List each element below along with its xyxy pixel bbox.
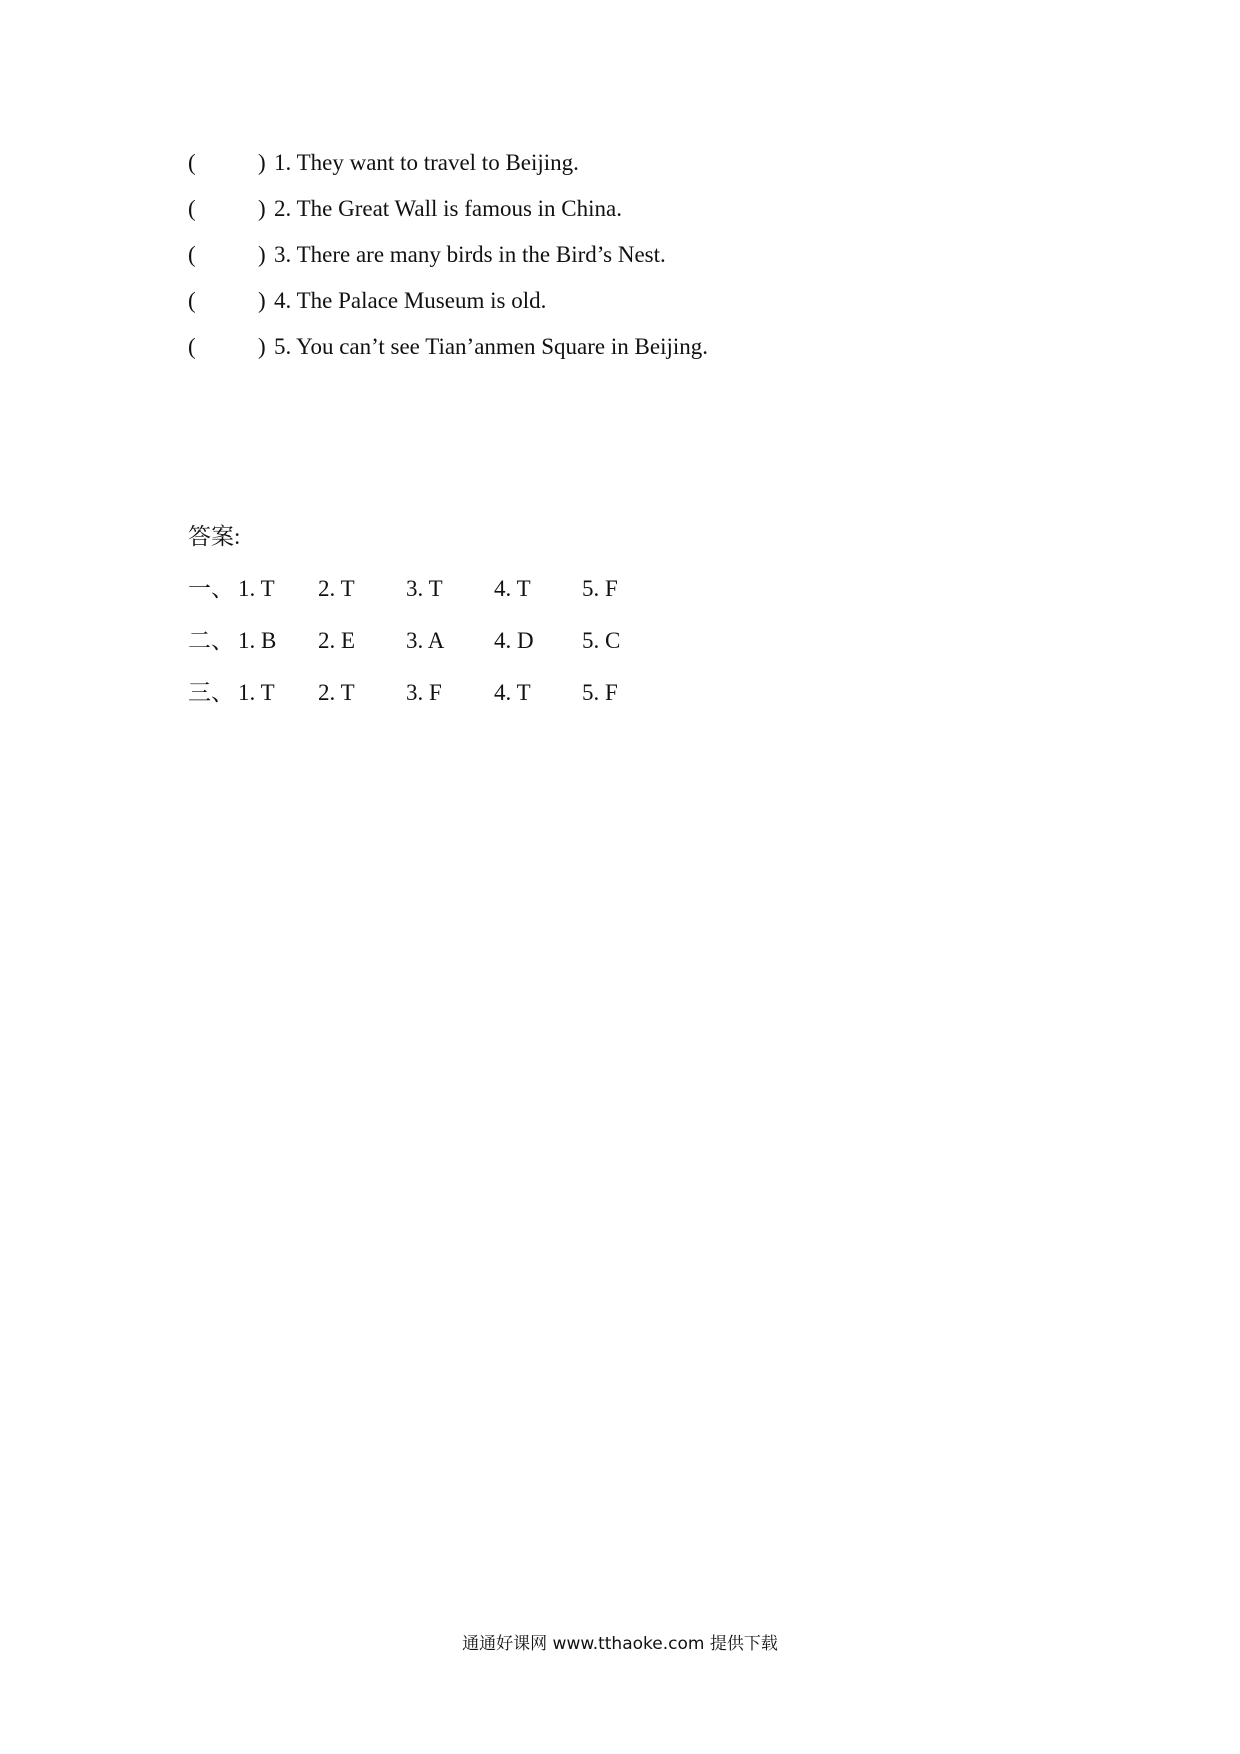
answer-blank-open: ( bbox=[188, 150, 196, 175]
answer-section-number: 一、 bbox=[188, 576, 234, 601]
answer-key bbox=[188, 522, 888, 730]
answer-blank-close: ) bbox=[258, 242, 266, 267]
question-item bbox=[188, 286, 1088, 332]
question-text: 2. The Great Wall is famous in China. bbox=[274, 196, 622, 221]
answer-item: 1. B bbox=[238, 628, 277, 653]
answer-item: 3. A bbox=[406, 628, 445, 653]
answer-item: 4. T bbox=[494, 576, 531, 601]
answer-item: 1. T bbox=[238, 680, 275, 705]
answer-blank-open: ( bbox=[188, 334, 196, 359]
answer-row bbox=[188, 626, 888, 678]
answer-blank-open: ( bbox=[188, 288, 196, 313]
question-item bbox=[188, 240, 1088, 286]
answer-item: 4. T bbox=[494, 680, 531, 705]
answer-blank-close: ) bbox=[258, 196, 266, 221]
answer-blank-close: ) bbox=[258, 334, 266, 359]
question-text: 5. You can’t see Tian’anmen Square in Beijing. bbox=[274, 334, 708, 359]
answer-item: 5. C bbox=[582, 628, 621, 653]
answer-item: 3. F bbox=[406, 680, 442, 705]
question-item bbox=[188, 332, 1088, 378]
answer-item: 2. T bbox=[318, 576, 355, 601]
answer-item: 5. F bbox=[582, 576, 618, 601]
page-footer: 通通好课网 www.tthaoke.com 提供下载 bbox=[462, 1634, 778, 1654]
answer-item: 2. E bbox=[318, 628, 356, 653]
answer-blank-open: ( bbox=[188, 196, 196, 221]
answer-blank-open: ( bbox=[188, 242, 196, 267]
answer-blank-close: ) bbox=[258, 150, 266, 175]
answer-section-number: 二、 bbox=[188, 628, 234, 653]
question-text: 3. There are many birds in the Bird’s Nest. bbox=[274, 242, 666, 267]
answer-blank-close: ) bbox=[258, 288, 266, 313]
answer-item: 4. D bbox=[494, 628, 534, 653]
question-text: 4. The Palace Museum is old. bbox=[274, 288, 547, 313]
answer-item: 3. T bbox=[406, 576, 443, 601]
answer-row bbox=[188, 574, 888, 626]
answer-section-number: 三、 bbox=[188, 680, 234, 705]
answer-item: 1. T bbox=[238, 576, 275, 601]
answer-item: 5. F bbox=[582, 680, 618, 705]
answer-key-title: 答案: bbox=[188, 524, 241, 549]
question-item bbox=[188, 194, 1088, 240]
true-false-questions bbox=[188, 148, 1088, 378]
answer-item: 2. T bbox=[318, 680, 355, 705]
question-item bbox=[188, 148, 1088, 194]
answer-row bbox=[188, 678, 888, 730]
question-text: 1. They want to travel to Beijing. bbox=[274, 150, 579, 175]
